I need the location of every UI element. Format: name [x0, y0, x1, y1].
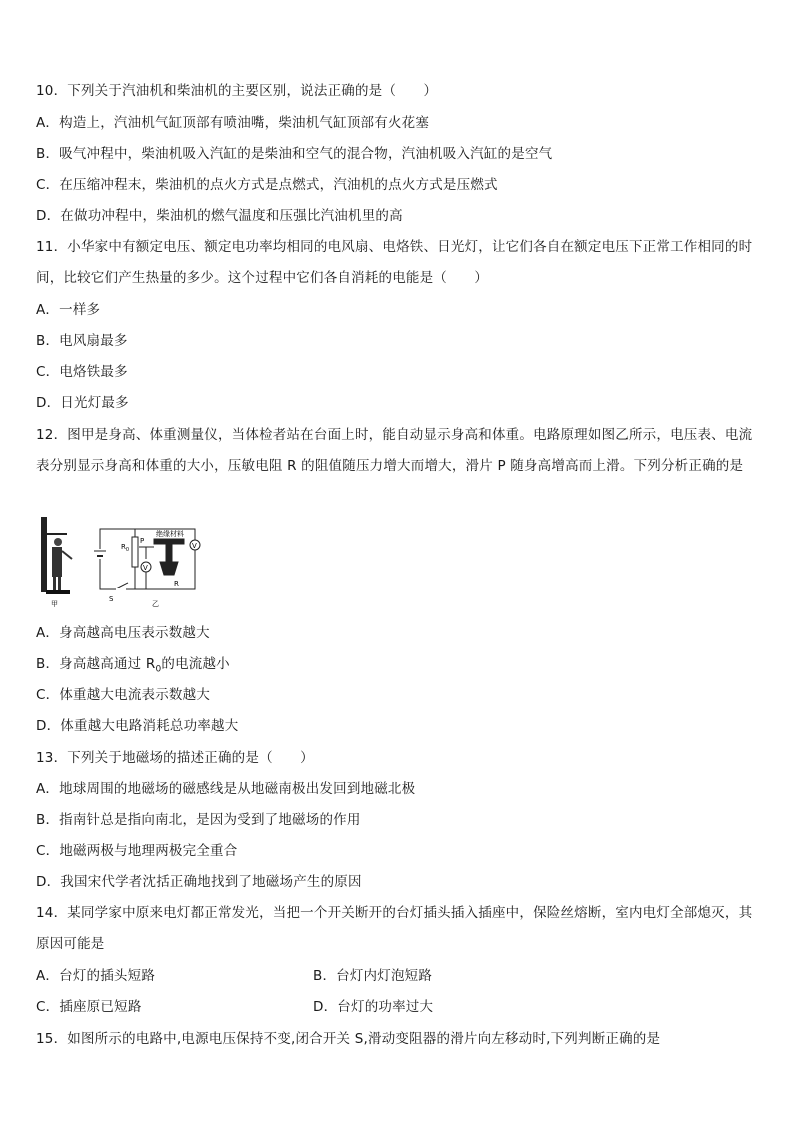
q13-option-a: A．地球周围的地磁场的磁感线是从地磁南极出发回到地磁北极 — [36, 781, 416, 797]
figure-yi-circuit — [94, 529, 200, 589]
figure-jia-measuring-device — [41, 517, 72, 594]
q13-option-d: D．我国宋代学者沈括正确地找到了地磁场产生的原因 — [36, 874, 362, 890]
q10-stem: 10．下列关于汽油机和柴油机的主要区别，说法正确的是（ ） — [36, 83, 438, 99]
figure-label-s: S — [109, 595, 114, 603]
height-weight-circuit-figure — [36, 515, 201, 610]
q10-option-b: B．吸气冲程中，柴油机吸入汽缸的是柴油和空气的混合物，汽油机吸入汽缸的是空气 — [36, 146, 553, 162]
q12-option-d: D．体重越大电路消耗总功率越大 — [36, 718, 239, 734]
q12-stem: 12．图甲是身高、体重测量仪，当体检者站在台面上时，能自动显示身高和体重。电路原理如图乙所示，电压表、电流表分别显示身高和体重的大小，压敏电阻 R 的阻值随压力增大而增大，滑片 P 随身高增高而上滑。下列分析正确的是 — [36, 427, 753, 474]
figure-label-r: R — [174, 580, 179, 588]
figure-label-r0: $R_0$ — [121, 543, 130, 553]
q13-stem: 13．下列关于地磁场的描述正确的是（ ） — [36, 750, 314, 766]
figure-label-yi: 乙 — [152, 600, 159, 608]
figure-label-jia: 甲 — [51, 600, 58, 608]
q10-option-d: D．在做功冲程中，柴油机的燃气温度和压强比汽油机里的高 — [36, 208, 403, 224]
q15-stem: 15．如图所示的电路中,电源电压保持不变,闭合开关 S,滑动变阻器的滑片向左移动时,下列判断正确的是 — [36, 1031, 661, 1047]
q10-option-a: A．构造上，汽油机气缸顶部有喷油嘴，柴油机气缸顶部有火花塞 — [36, 115, 430, 131]
q11-stem: 11．小华家中有额定电压、额定电功率均相同的电风扇、电烙铁、日光灯，让它们各自在额定电压下正常工作相同的时间，比较它们产生热量的多少。这个过程中它们各自消耗的电能是（ ） — [36, 239, 753, 286]
figure-label-plate: 绝缘材料 — [156, 530, 184, 538]
q12-figure — [36, 515, 201, 610]
q14-option-d: D．台灯的功率过大 — [313, 999, 434, 1015]
q14-option-a: A．台灯的插头短路 — [36, 968, 156, 984]
figure-meter-right-label: V — [192, 542, 197, 550]
q11-option-a: A．一样多 — [36, 302, 101, 318]
q13-option-c: C．地磁两极与地理两极完全重合 — [36, 843, 238, 859]
q12-option-a: A．身高越高电压表示数越大 — [36, 625, 210, 641]
q11-option-d: D．日光灯最多 — [36, 395, 129, 411]
figure-label-p: P — [140, 537, 145, 545]
figure-voltmeter-label: V — [143, 564, 148, 572]
q10-option-c: C．在压缩冲程末，柴油机的点火方式是点燃式，汽油机的点火方式是压燃式 — [36, 177, 498, 193]
q12-option-b: B．身高越高通过 $R_0$的电流越小 — [36, 656, 230, 675]
q11-option-c: C．电烙铁最多 — [36, 364, 128, 380]
q14-stem: 14．某同学家中原来电灯都正常发光，当把一个开关断开的台灯插头插入插座中，保险丝熔断，室内电灯全部熄灭，其原因可能是 — [36, 905, 753, 952]
q13-option-b: B．指南针总是指向南北，是因为受到了地磁场的作用 — [36, 812, 361, 828]
q12-option-c: C．体重越大电流表示数越大 — [36, 687, 211, 703]
q14-option-c: C．插座原已短路 — [36, 999, 142, 1015]
q14-option-b: B．台灯内灯泡短路 — [313, 968, 433, 984]
q11-option-b: B．电风扇最多 — [36, 333, 128, 349]
